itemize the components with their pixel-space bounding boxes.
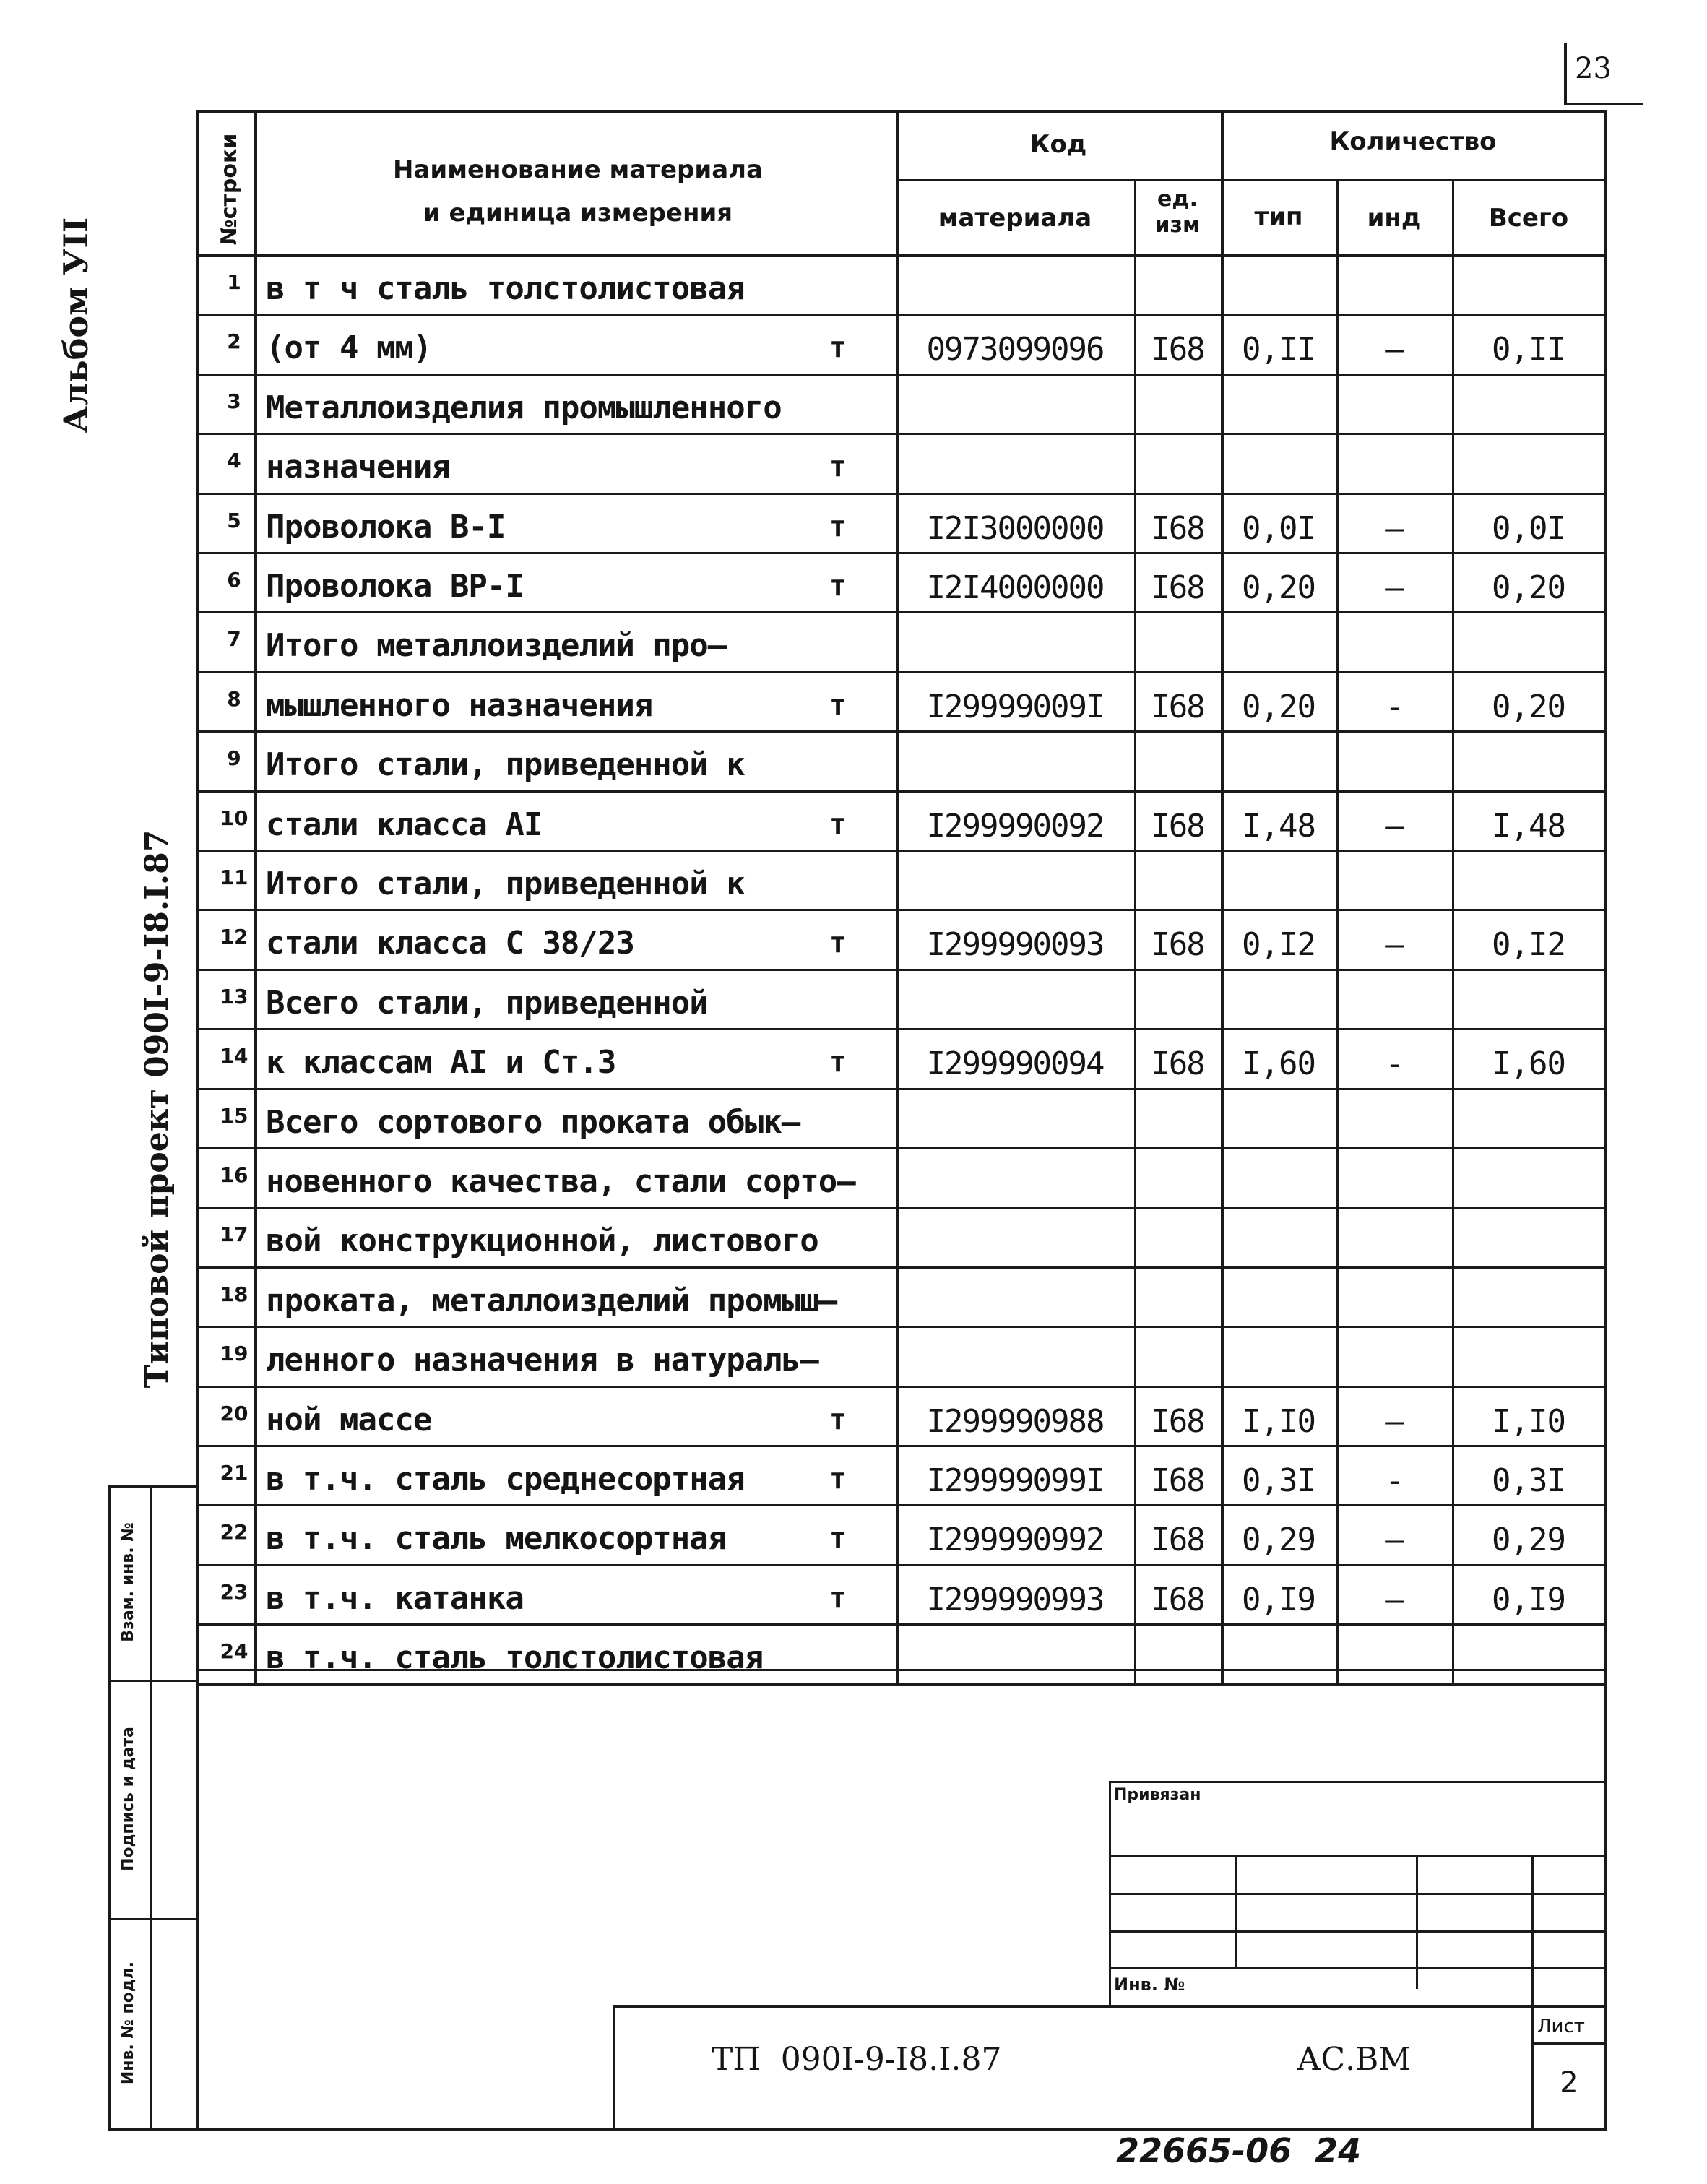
qty-total-cell: 0,20	[1492, 689, 1565, 725]
doc-code: ТП 090I-9-I8.I.87	[712, 2041, 1002, 2078]
row-number: 3	[227, 389, 241, 413]
row-number: 15	[220, 1104, 249, 1128]
row-number: 17	[220, 1222, 249, 1246]
qty-tip-cell: 0,29	[1242, 1522, 1315, 1558]
qty-total-cell: 0,I2	[1492, 926, 1565, 963]
material-name: проката, металлоизделий промыш–	[266, 1282, 837, 1319]
qty-ind-cell: –	[1385, 510, 1404, 547]
row-number: 21	[220, 1461, 249, 1485]
unit-cell: т	[829, 689, 847, 722]
material-name: в т.ч. сталь мелкосортная	[266, 1520, 727, 1557]
qty-tip-cell: I,48	[1242, 808, 1315, 845]
unit-cell: т	[829, 1522, 847, 1555]
code-unit-cell: I68	[1151, 689, 1204, 725]
material-name: стали класса С 38/23	[266, 925, 634, 962]
code-material-cell: I2I4000000	[926, 569, 1104, 606]
unit-cell: т	[829, 808, 847, 841]
code-unit-cell: I68	[1151, 1581, 1204, 1618]
qty-ind-cell: -	[1385, 1045, 1404, 1082]
material-name: назначения	[266, 449, 450, 485]
header-q-total: Всего	[1488, 204, 1569, 233]
approval-title: Привязан	[1114, 1786, 1201, 1804]
material-name: Всего сортового проката обык–	[266, 1104, 800, 1141]
sheet-number: 2	[1560, 2066, 1578, 2099]
code-unit-cell: I68	[1151, 1045, 1204, 1082]
album-label: Альбом УII	[56, 217, 95, 433]
qty-tip-cell: I,60	[1242, 1045, 1315, 1082]
sheet-label: Лист	[1537, 2016, 1585, 2037]
qty-ind-cell: –	[1385, 331, 1404, 368]
code-material-cell: I299990992	[926, 1522, 1104, 1558]
row-number: 10	[220, 806, 249, 830]
row-number: 19	[220, 1342, 249, 1365]
code-material-cell: I29999009I	[926, 689, 1104, 725]
unit-cell: т	[829, 331, 847, 364]
unit-cell: т	[829, 1581, 847, 1615]
row-number: 20	[220, 1402, 249, 1425]
bottom-number: 22665-06 24	[1116, 2131, 1362, 2170]
qty-ind-cell: –	[1385, 1403, 1404, 1440]
header-code-material: материала	[938, 204, 1092, 233]
code-unit-cell: I68	[1151, 1403, 1204, 1440]
material-name: Металлоизделия промышленного	[266, 389, 782, 426]
unit-cell: т	[829, 569, 847, 603]
material-name: Проволока В-I	[266, 509, 506, 545]
qty-tip-cell: 0,0I	[1242, 510, 1315, 547]
material-name: (от 4 мм)	[266, 329, 432, 366]
qty-ind-cell: -	[1385, 689, 1404, 725]
code-material-cell: I29999099I	[926, 1462, 1104, 1499]
row-number: 8	[227, 687, 241, 711]
stamp-inv-podl: Инв. № подл.	[119, 1961, 137, 2085]
row-number: 13	[220, 985, 249, 1009]
header-quantity: Количество	[1329, 127, 1497, 156]
material-name: Всего стали, приведенной	[266, 985, 708, 1022]
material-name: в т.ч. катанка	[266, 1580, 524, 1617]
row-number: 18	[220, 1282, 249, 1306]
row-number: 23	[220, 1580, 249, 1604]
row-number: 4	[227, 449, 241, 472]
row-number: 5	[227, 509, 241, 532]
code-material-cell: 0973099096	[926, 331, 1104, 368]
stamp-vzam-inv: Взам. инв. №	[119, 1522, 137, 1642]
code-unit-cell: I68	[1151, 808, 1204, 845]
material-name: стали класса AI	[266, 806, 543, 843]
unit-cell: т	[829, 450, 847, 483]
qty-ind-cell: –	[1385, 926, 1404, 963]
row-number: 16	[220, 1163, 249, 1187]
unit-cell: т	[829, 1045, 847, 1079]
stamp-podpis-data: Подпись и дата	[119, 1727, 137, 1871]
material-name: в т ч сталь толстолистовая	[266, 270, 745, 307]
unit-cell: т	[829, 1403, 847, 1436]
code-material-cell: I2I3000000	[926, 510, 1104, 547]
qty-total-cell: I,I0	[1492, 1403, 1565, 1440]
qty-ind-cell: –	[1385, 808, 1404, 845]
row-number: 12	[220, 925, 249, 949]
qty-total-cell: 0,20	[1492, 569, 1565, 606]
qty-ind-cell: –	[1385, 569, 1404, 606]
code-unit-cell: I68	[1151, 510, 1204, 547]
qty-tip-cell: 0,20	[1242, 689, 1315, 725]
qty-tip-cell: 0,3I	[1242, 1462, 1315, 1499]
material-name: Итого стали, приведенной к	[266, 746, 745, 783]
row-number: 22	[220, 1520, 249, 1544]
qty-ind-cell: –	[1385, 1581, 1404, 1618]
header-name: Наименование материала и единица измерения	[392, 155, 764, 228]
code-material-cell: I299990993	[926, 1581, 1104, 1618]
qty-total-cell: 0,II	[1492, 331, 1565, 368]
qty-ind-cell: -	[1385, 1462, 1404, 1499]
page-number: 23	[1575, 52, 1612, 85]
row-number: 6	[227, 568, 241, 592]
header-code-unit: ед. изм	[1154, 186, 1201, 238]
qty-total-cell: I,60	[1492, 1045, 1565, 1082]
row-number: 2	[227, 329, 241, 353]
doc-mark: АС.ВМ	[1297, 2041, 1412, 2078]
qty-tip-cell: 0,II	[1242, 331, 1315, 368]
qty-tip-cell: 0,I2	[1242, 926, 1315, 963]
material-name: в т.ч. сталь среднесортная	[266, 1461, 745, 1498]
header-q-tip: тип	[1254, 202, 1303, 231]
qty-tip-cell: 0,I9	[1242, 1581, 1315, 1618]
material-name: Проволока ВР-I	[266, 568, 524, 605]
material-name: вой конструкционной, листового	[266, 1222, 818, 1259]
row-number: 9	[227, 746, 241, 770]
material-name: Итого стали, приведенной к	[266, 866, 745, 902]
qty-ind-cell: –	[1385, 1522, 1404, 1558]
material-name: новенного качества, стали сорто–	[266, 1163, 855, 1200]
qty-total-cell: I,48	[1492, 808, 1565, 845]
code-material-cell: I299990092	[926, 808, 1104, 845]
header-row-no: №строки	[217, 133, 242, 246]
row-number: 24	[220, 1639, 249, 1663]
material-name: мышленного назначения	[266, 687, 653, 724]
header-q-ind: инд	[1367, 204, 1422, 233]
header-code: Код	[1029, 130, 1087, 159]
row-number: 14	[220, 1044, 249, 1068]
row-number: 7	[227, 627, 241, 651]
code-unit-cell: I68	[1151, 331, 1204, 368]
code-material-cell: I299990094	[926, 1045, 1104, 1082]
unit-cell: т	[829, 1462, 847, 1495]
project-label: Типовой проект 090I-9-I8.I.87	[139, 829, 176, 1389]
code-unit-cell: I68	[1151, 569, 1204, 606]
code-material-cell: I299990988	[926, 1403, 1104, 1440]
code-unit-cell: I68	[1151, 1522, 1204, 1558]
qty-total-cell: 0,I9	[1492, 1581, 1565, 1618]
material-name: в т.ч. сталь толстолистовая	[266, 1639, 764, 1676]
code-unit-cell: I68	[1151, 926, 1204, 963]
code-material-cell: I299990093	[926, 926, 1104, 963]
row-number: 11	[220, 866, 249, 889]
approval-inv: Инв. №	[1114, 1974, 1185, 1995]
qty-total-cell: 0,29	[1492, 1522, 1565, 1558]
unit-cell: т	[829, 926, 847, 959]
qty-tip-cell: 0,20	[1242, 569, 1315, 606]
qty-tip-cell: I,I0	[1242, 1403, 1315, 1440]
material-name: Итого металлоизделий про–	[266, 627, 727, 664]
material-name: ленного назначения в натураль–	[266, 1342, 818, 1378]
material-name: ной массе	[266, 1402, 432, 1438]
material-name: к классам AI и Ст.3	[266, 1044, 616, 1081]
code-unit-cell: I68	[1151, 1462, 1204, 1499]
unit-cell: т	[829, 510, 847, 543]
qty-total-cell: 0,0I	[1492, 510, 1565, 547]
row-number: 1	[227, 270, 241, 294]
qty-total-cell: 0,3I	[1492, 1462, 1565, 1499]
